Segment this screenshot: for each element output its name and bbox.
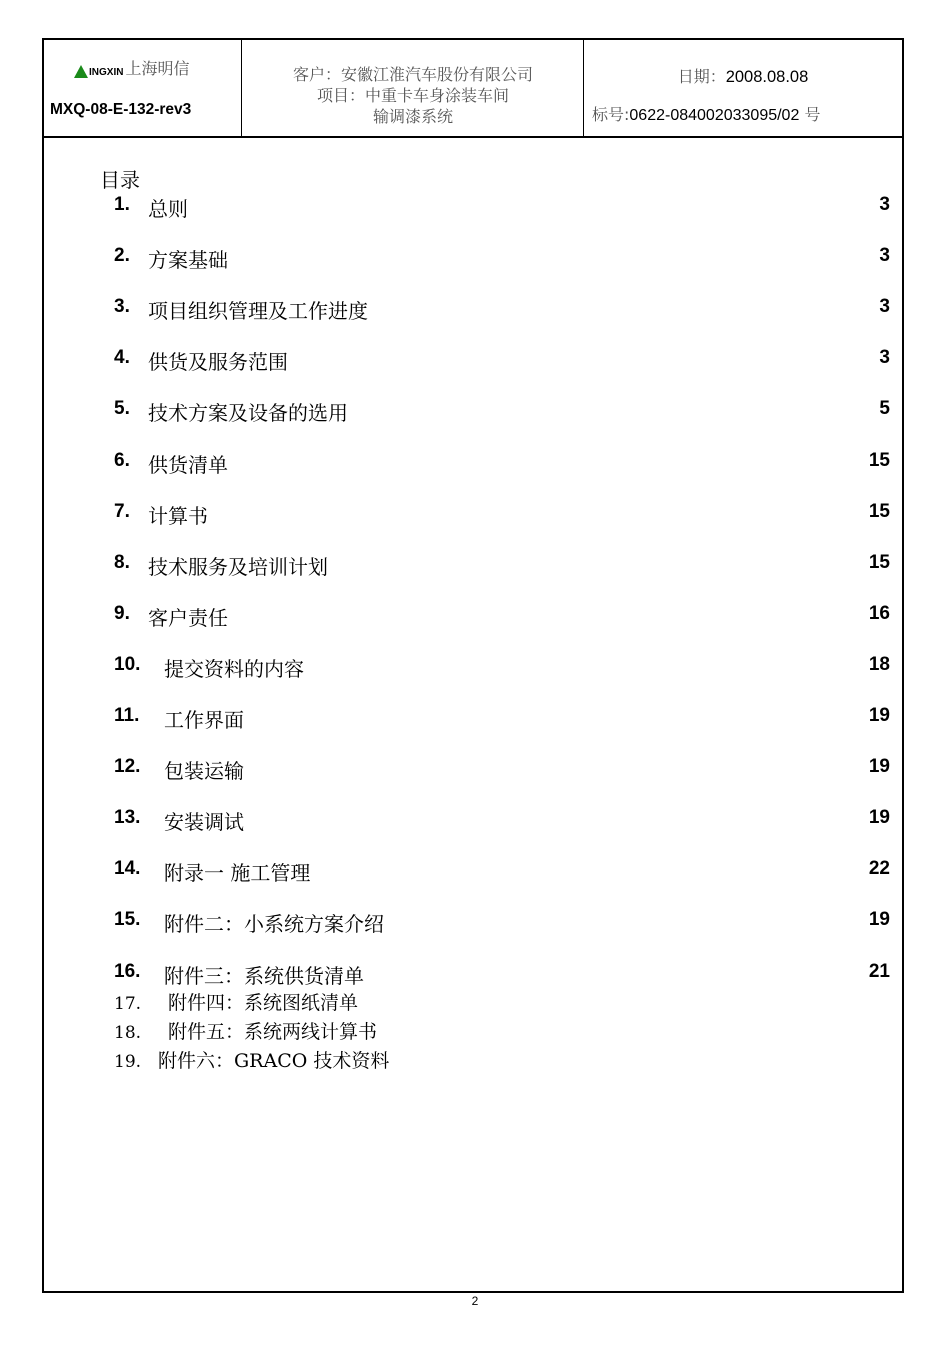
toc-entry-number: 5. [114, 398, 130, 420]
toc-entry[interactable] [114, 501, 890, 527]
toc-appendix-number: 18. [114, 1023, 142, 1043]
toc-entry-page: 15 [868, 500, 890, 522]
toc-entry-page: 15 [868, 551, 890, 573]
toc-entry-label: 项目组织管理及工作进度 [148, 299, 368, 324]
toc-entry[interactable] [114, 296, 890, 322]
toc-entry-number: 3. [114, 296, 130, 318]
toc-entry-number: 14. [114, 858, 141, 880]
toc-entry[interactable] [114, 603, 890, 629]
toc-entry-label: 技术方案及设备的选用 [148, 401, 348, 426]
toc-entry-label: 安装调试 [164, 810, 244, 835]
toc-entry[interactable] [114, 398, 890, 424]
toc-entry-number: 6. [114, 449, 130, 471]
document-code: MXQ-08-E-132-rev3 [50, 101, 192, 118]
toc-entry-page: 19 [868, 909, 890, 931]
toc-entry-label: 供货及服务范围 [148, 350, 288, 375]
toc-entry-number: 2. [114, 245, 130, 267]
toc-entry-label: 技术服务及培训计划 [148, 554, 328, 579]
page-frame [42, 38, 904, 1293]
toc-entry[interactable] [114, 450, 890, 476]
toc-entry[interactable] [114, 858, 890, 884]
bid-label: 标号: [592, 105, 630, 124]
toc-entry[interactable] [114, 705, 890, 731]
toc-entry-page: 3 [879, 194, 890, 215]
toc-entry-page: 5 [879, 398, 890, 420]
toc-entry-number: 11. [114, 705, 140, 726]
toc-entry-page: 3 [879, 296, 890, 318]
toc-entry-page: 19 [868, 756, 890, 778]
toc-entry-number: 1. [114, 194, 130, 215]
toc-entry-page: 3 [879, 245, 890, 267]
toc-entry[interactable] [114, 194, 890, 220]
toc-entry-label: 供货清单 [148, 452, 228, 477]
project-line: 项目：中重卡车身涂装车间 [316, 86, 509, 105]
toc-entry[interactable] [114, 654, 890, 680]
toc-entry[interactable] [114, 347, 890, 373]
toc-appendix-entry[interactable] [114, 1017, 377, 1044]
bid-value: 0622-084002033095/02 [629, 107, 800, 124]
toc-entry-number: 9. [114, 602, 130, 624]
header-project-cell [242, 40, 584, 136]
toc-entry[interactable] [114, 807, 890, 833]
toc-entry-number: 12. [114, 756, 141, 778]
toc-entry-label: 附录一 施工管理 [164, 861, 311, 886]
document-header [44, 40, 902, 138]
toc-entry-label: 包装运输 [164, 759, 244, 784]
toc-entry-label: 方案基础 [148, 248, 228, 273]
toc-entry-page: 18 [868, 653, 890, 675]
logo-triangle-icon [74, 65, 88, 78]
toc-entry[interactable] [114, 552, 890, 578]
toc-entry-number: 13. [114, 807, 141, 829]
company-name: 上海明信 [125, 59, 190, 78]
toc-entry-number: 4. [114, 347, 130, 369]
date-value: 2008.08.08 [725, 68, 809, 86]
toc-appendix-entry[interactable] [114, 988, 358, 1015]
bid-number-line [592, 102, 820, 125]
toc-entry-page: 22 [868, 858, 890, 880]
toc-appendix-number: 17. [114, 994, 142, 1014]
toc-entry-label: 工作界面 [164, 708, 244, 732]
header-date-cell [584, 40, 902, 136]
client-line: 客户：安徽江淮汽车股份有限公司 [292, 65, 533, 84]
toc-entry-number: 7. [114, 500, 130, 522]
toc-entry-page: 19 [868, 807, 890, 829]
toc-appendix-label: 附件五：系统两线计算书 [168, 1021, 378, 1043]
toc-appendix-label: 附件四：系统图纸清单 [168, 992, 359, 1014]
toc-entry-number: 10. [114, 653, 141, 675]
toc-entry-page: 16 [868, 602, 890, 624]
toc-entry[interactable] [114, 245, 890, 271]
logo-text: INGXIN [89, 67, 124, 78]
page-number: 2 [471, 1294, 479, 1308]
toc-appendix-entry[interactable] [114, 1046, 389, 1073]
toc-entry-number: 15. [114, 909, 141, 931]
toc-entry[interactable] [114, 756, 890, 782]
toc-appendix-label: 附件六：GRACO 技术资料 [158, 1050, 390, 1072]
toc-entry[interactable] [114, 909, 890, 935]
company-logo [74, 60, 189, 78]
bid-suffix: 号 [799, 105, 821, 124]
date-label: 日期： [677, 67, 726, 86]
project-line-continued: 输调漆系统 [372, 107, 453, 126]
date-line [584, 64, 902, 87]
toc-entry-label: 客户责任 [148, 605, 228, 630]
toc-title: 目录 [100, 168, 140, 192]
toc-entry-number: 8. [114, 551, 130, 573]
toc-entry-label: 总则 [148, 197, 188, 221]
toc-entry-page: 3 [879, 347, 890, 369]
toc-entry-label: 计算书 [148, 503, 208, 528]
toc-entry-label: 附件三：系统供货清单 [164, 963, 364, 988]
toc-appendix-number: 19. [114, 1052, 142, 1072]
header-company-cell [44, 40, 242, 136]
toc-entry-label: 附件二：小系统方案介绍 [164, 912, 384, 937]
toc-entry-page: 15 [868, 449, 890, 471]
toc-entry-label: 提交资料的内容 [164, 656, 304, 681]
toc-entry-number: 16. [114, 960, 141, 982]
toc-entry-page: 21 [868, 960, 890, 982]
toc-entry-page: 19 [868, 705, 890, 726]
toc-entry[interactable] [114, 961, 890, 987]
